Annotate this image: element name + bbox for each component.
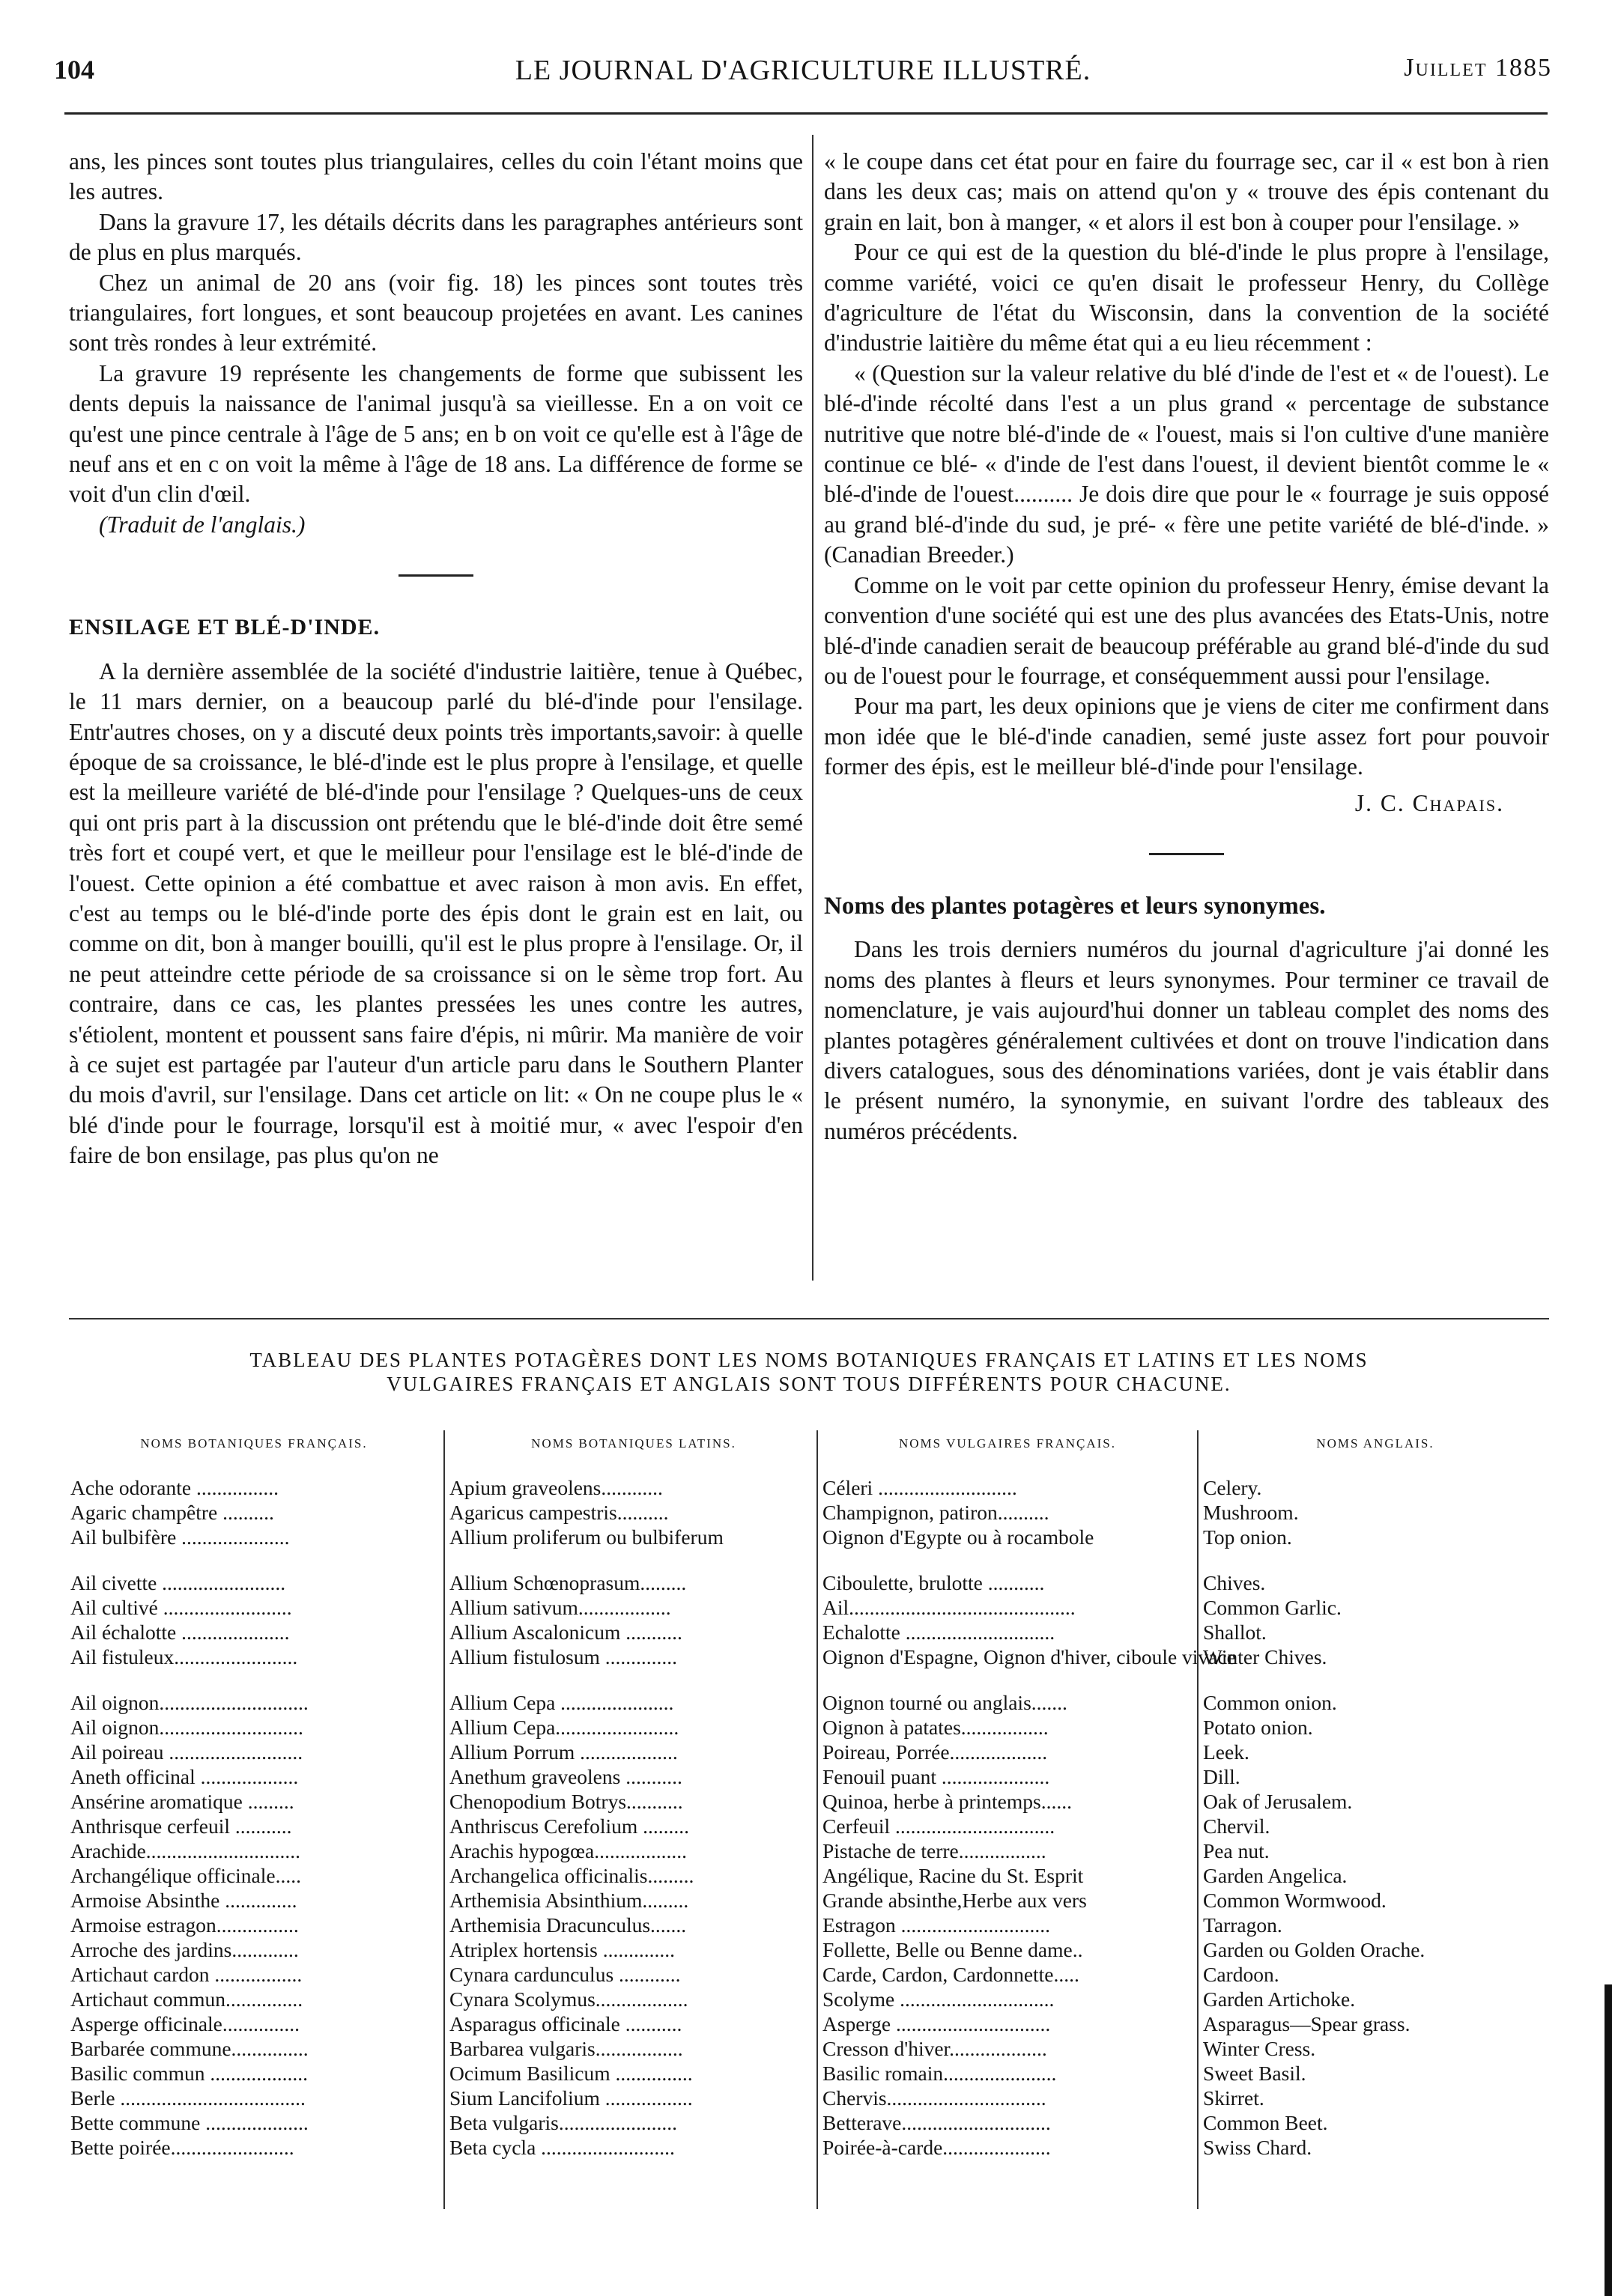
paragraph: « le coupe dans cet état pour en faire du fourrage sec, car il « est bon à rien dans les deux cas; mais on attend qu'on y « trouve des épis contenant du grain en lait, bon à manger, « et alors il est bon à couper pour l'ensilage. » — [824, 148, 1549, 235]
table-cell: Ail bulbifère ..................... — [70, 1525, 290, 1549]
table-title-line: VULGAIRES FRANÇAIS ET ANGLAIS SONT TOUS DIFFÉRENTS POUR CHACUNE. — [387, 1373, 1231, 1395]
table-cell: Allium Ascalonicum ........... — [449, 1621, 682, 1644]
author-signature: J. C. Chapais. — [1354, 789, 1504, 816]
table-column-divider — [1197, 1430, 1199, 2209]
header-rule — [64, 112, 1548, 115]
table-cell: Allium sativum.................. — [449, 1596, 671, 1619]
table-cell: Poirée-à-carde..................... — [822, 2136, 1051, 2159]
row-gap — [448, 1549, 819, 1570]
table-cell: Anthriscus Cerefolium ......... — [449, 1814, 690, 1838]
table-cell: Ail cultivé ......................... — [70, 1596, 292, 1619]
table-cell: Oignon tourné ou anglais....... — [822, 1691, 1067, 1714]
table-cell: Asperge officinale............... — [70, 2012, 300, 2035]
table-cell: Champignon, patiron.......... — [822, 1501, 1049, 1524]
page-header — [54, 54, 1552, 99]
table-cell: Asparagus—Spear grass. — [1203, 2012, 1410, 2035]
table-cell: Allium fistulosum .............. — [449, 1645, 678, 1668]
table-cell: Garden Artichoke. — [1203, 1987, 1356, 2011]
table-cell: Common Garlic. — [1203, 1596, 1342, 1619]
table-cell: Ciboulette, brulotte ........... — [822, 1571, 1045, 1594]
table-title — [75, 1348, 1543, 1396]
row-gap — [69, 1549, 439, 1570]
row-gap — [821, 1549, 1194, 1570]
table-cell: Cresson d'hiver................... — [822, 2037, 1047, 2060]
table-cell: Chenopodium Botrys........... — [449, 1790, 683, 1813]
table-cell: Common onion. — [1203, 1691, 1337, 1714]
table-cell: Ail oignon............................ — [70, 1716, 303, 1739]
table-cell: Common Wormwood. — [1203, 1889, 1387, 1912]
table-cell: Tarragon. — [1203, 1913, 1282, 1937]
paragraph: Pour ce qui est de la question du blé-d'inde le plus propre à l'ensilage, comme variété, voici ce qu'en disait le professeur Henry, du Collège d'agriculture de l'état du Wisconsin, dans la convention de la société d'industrie laitière du même état qui a eu lieu récemment : — [824, 239, 1549, 356]
paragraph: ans, les pinces sont toutes plus triangulaires, celles du coin l'étant moins que les autres. — [69, 148, 803, 205]
table-cell: Swiss Chard. — [1203, 2136, 1312, 2159]
table-cell: Winter Chives. — [1203, 1645, 1327, 1668]
table-cell: Angélique, Racine du St. Esprit — [822, 1864, 1084, 1887]
table-cell: Chervis............................... — [822, 2086, 1046, 2110]
paragraph: Dans les trois derniers numéros du journal d'agriculture j'ai donné les noms des plantes à fleurs et leurs synonymes. Pour terminer ce travail de nomenclature, je vais aujourd'hui donner un tableau complet des noms des plantes potagères généralement cultivées et dont on trouve l'indication dans divers catalogues, sous des dénominations variées, dont je vais établir dans le présent numéro, la synonymie, en suivant l'ordre des tableaux des numéros précédents. — [824, 936, 1549, 1144]
table-cell: Potato onion. — [1203, 1716, 1313, 1739]
section-separator — [1149, 853, 1224, 855]
table-cell: Artichaut cardon ................. — [70, 1963, 303, 1986]
table-cell: Garden ou Golden Orache. — [1203, 1938, 1425, 1961]
table-cell: Leek. — [1203, 1740, 1249, 1764]
table-cell: Grande absinthe,Herbe aux vers — [822, 1889, 1087, 1912]
issue-date: Juillet 1885 — [1404, 54, 1552, 82]
table-cell: Dill. — [1203, 1765, 1240, 1788]
table-cell: Top onion. — [1203, 1525, 1292, 1549]
table-cell: Pea nut. — [1203, 1839, 1270, 1862]
table-cell: Allium Porrum ................... — [449, 1740, 678, 1764]
paragraph: Comme on le voit par cette opinion du professeur Henry, émise devant la convention d'une société qui est une des plus avancées des Etats-Unis, notre blé-d'inde canadien serait de beaucoup préférable au grand blé-d'inde du sud ou de l'ouest pour le fourrage, et conséquemment aussi pour l'ensilage. — [824, 571, 1549, 689]
table-cell: Basilic romain...................... — [822, 2062, 1057, 2085]
table-cell: Armoise estragon................ — [70, 1913, 299, 1937]
table-cell: Agaricus campestris.......... — [449, 1501, 669, 1524]
table-cell: Poireau, Porrée................... — [822, 1740, 1048, 1764]
table-cell: Scolyme .............................. — [822, 1987, 1055, 2011]
table-cell: Agaric champêtre .......... — [70, 1501, 274, 1524]
table-cell: Echalotte ............................. — [822, 1621, 1055, 1644]
table-cell: Follette, Belle ou Benne dame.. — [822, 1938, 1083, 1961]
section-separator — [399, 574, 473, 577]
column-header: NOMS ANGLAIS. — [1316, 1436, 1434, 1451]
table-cell: Arroche des jardins............. — [70, 1938, 299, 1961]
table-column-divider — [816, 1430, 818, 2209]
table-cell: Céleri ........................... — [822, 1476, 1017, 1499]
column-header: NOMS BOTANIQUES LATINS. — [531, 1436, 736, 1451]
table-cell: Bette poirée........................ — [70, 2136, 294, 2159]
table-cell: Celery. — [1203, 1476, 1262, 1499]
table-title-line: TABLEAU DES PLANTES POTAGÈRES DONT LES NOMS BOTANIQUES FRANÇAIS ET LATINS ET LES NOMS — [249, 1349, 1369, 1371]
table-cell: Shallot. — [1203, 1621, 1267, 1644]
paragraph: Dans la gravure 17, les détails décrits dans les paragraphes antérieurs sont de plus en plus marqués. — [69, 208, 803, 266]
table-cell: Estragon ............................. — [822, 1913, 1051, 1937]
section-title: Noms des plantes potagères et leurs synonymes. — [824, 892, 1326, 920]
table-column — [69, 1430, 439, 2209]
table-cell: Ache odorante ................ — [70, 1476, 279, 1499]
table-cell: Garden Angelica. — [1203, 1864, 1348, 1887]
table-cell: Betterave............................. — [822, 2111, 1051, 2134]
row-gap — [69, 1669, 439, 1690]
table-cell: Sweet Basil. — [1203, 2062, 1306, 2085]
table-top-rule — [69, 1318, 1549, 1319]
table-cell: Oignon d'Egypte ou à rocambole — [822, 1525, 1094, 1549]
page-edge-shadow — [1605, 1984, 1612, 2296]
table-cell: Ansérine aromatique ......... — [70, 1790, 294, 1813]
table-cell: Winter Cress. — [1203, 2037, 1316, 2060]
table-cell: Ail civette ........................ — [70, 1571, 286, 1594]
table-cell: Chervil. — [1203, 1814, 1270, 1838]
table-cell: Skirret. — [1203, 2086, 1264, 2110]
table-cell: Apium graveolens............ — [449, 1476, 663, 1499]
table-cell: Bette commune .................... — [70, 2111, 309, 2134]
table-column-divider — [443, 1430, 445, 2209]
column-header: NOMS VULGAIRES FRANÇAIS. — [899, 1436, 1116, 1451]
table-cell: Ail fistuleux........................ — [70, 1645, 298, 1668]
table-cell: Quinoa, herbe à printemps...... — [822, 1790, 1072, 1813]
page-number: 104 — [54, 55, 94, 85]
table-cell: Atriplex hortensis .............. — [449, 1938, 675, 1961]
table-cell: Ail oignon............................. — [70, 1691, 309, 1714]
table-cell: Arachis hypogœa.................. — [449, 1839, 687, 1862]
plant-names-table — [69, 1430, 1549, 2209]
table-cell: Oignon à patates................. — [822, 1716, 1049, 1739]
paragraph: A la dernière assemblée de la société d'industrie laitière, tenue à Québec, le 11 mars dernier, on a beaucoup parlé du blé-d'inde pour l'ensilage. Entr'autres choses, on y a discuté deux points très importants,savoir: à quelle époque de sa croissance, le blé-d'inde est le plus propre à l'ensilage, et quelle est la meilleure variété de blé-d'inde pour l'ensilage ? Quelques-uns de ceux qui ont pris part à la discussion ont prétendu que le blé-d'inde doit être semé très fort et coupé vert, et que le meilleur pour l'ensilage est le blé-d'inde de l'ouest. Cette opinion a été combattue et avec raison à mon avis. En effet, c'est au temps ou le blé-d'inde porte des épis dont le grain est en lait, ou comme on dit, bon à manger bouilli, qu'il est le plus propre à l'ensilage. Or, il ne peut atteindre cette période de sa croissance si on le sème trop fort. Au contraire, dans ce cas, les plantes pressées les unes contre les autres, s'étiolent, montent et poussent sans faire d'épis, ni mûrir. Ma manière de voir à ce sujet est partagée par l'auteur d'un article paru dans le Southern Planter du mois d'avril, sur l'ensilage. Dans cet article on lit: « On ne coupe plus le « blé d'inde pour le fourrage, lorsqu'il est à moitié mur, « avec l'espoir d'en faire de bon ensilage, pas plus qu'on ne — [69, 657, 803, 1169]
paragraph: La gravure 19 représente les changements de forme que subissent les dents depuis la naissance de l'animal jusqu'à sa vieillesse. En a on voit ce qu'est une pince centrale à l'âge de 5 ans; en b on voit ce qu'elle est à l'âge de neuf ans et en c on voit la même à l'âge de 18 ans. La différence de forme se voit d'un clin d'œil. — [69, 359, 803, 508]
row-gap — [821, 1669, 1194, 1690]
column-header: NOMS BOTANIQUES FRANÇAIS. — [140, 1436, 368, 1451]
table-cell: Beta cycla .......................... — [449, 2136, 675, 2159]
table-cell: Arthemisia Dracunculus....... — [449, 1913, 687, 1937]
table-cell: Carde, Cardon, Cardonnette..... — [822, 1963, 1079, 1986]
column-divider — [812, 135, 813, 1281]
table-cell: Oignon d'Espagne, Oignon d'hiver, ciboule vivace — [822, 1645, 1236, 1668]
row-gap — [1202, 1549, 1549, 1570]
table-cell: Barbarée commune............... — [70, 2037, 309, 2060]
table-cell: Cardoon. — [1203, 1963, 1279, 1986]
table-cell: Beta vulgaris....................... — [449, 2111, 677, 2134]
table-cell: Ail............................................ — [822, 1596, 1076, 1619]
table-cell: Anthrisque cerfeuil ........... — [70, 1814, 292, 1838]
table-cell: Asperge .............................. — [822, 2012, 1051, 2035]
left-column — [69, 147, 803, 1171]
table-cell: Cynara cardunculus ............ — [449, 1963, 681, 1986]
table-cell: Ail poireau .......................... — [70, 1740, 303, 1764]
right-column — [824, 147, 1549, 1147]
table-cell: Barbarea vulgaris................. — [449, 2037, 683, 2060]
section-title: ENSILAGE ET BLÉ-D'INDE. — [69, 615, 381, 640]
table-cell: Ail échalotte ..................... — [70, 1621, 290, 1644]
table-cell: Allium proliferum ou bulbiferum — [449, 1525, 724, 1549]
table-cell: Berle .................................... — [70, 2086, 306, 2110]
table-cell: Allium Cepa........................ — [449, 1716, 679, 1739]
table-cell: Archangelica officinalis......... — [449, 1864, 694, 1887]
table-cell: Armoise Absinthe .............. — [70, 1889, 297, 1912]
table-cell: Ocimum Basilicum ............... — [449, 2062, 693, 2085]
table-cell: Cynara Scolymus.................. — [449, 1987, 688, 2011]
row-gap — [1202, 1669, 1549, 1690]
table-cell: Basilic commun ................... — [70, 2062, 308, 2085]
translation-note: (Traduit de l'anglais.) — [99, 511, 306, 538]
table-cell: Allium Schœnoprasum......... — [449, 1571, 687, 1594]
table-cell: Aneth officinal ................... — [70, 1765, 299, 1788]
table-cell: Cerfeuil ............................... — [822, 1814, 1055, 1838]
table-cell: Arachide.............................. — [70, 1839, 301, 1862]
table-cell: Archangélique officinale..... — [70, 1864, 301, 1887]
table-cell: Asparagus officinale ........... — [449, 2012, 682, 2035]
table-cell: Fenouil puant ..................... — [822, 1765, 1050, 1788]
table-column — [1202, 1430, 1549, 2209]
table-cell: Chives. — [1203, 1571, 1266, 1594]
table-cell: Artichaut commun............... — [70, 1987, 303, 2011]
paragraph: Chez un animal de 20 ans (voir fig. 18) les pinces sont toutes très triangulaires, fort longues, et sont beaucoup projetées en avant. Les canines sont très rondes à leur extrémité. — [69, 269, 803, 356]
paragraph: « (Question sur la valeur relative du blé d'inde de l'est et « de l'ouest). Le blé-d'inde récolté dans l'est a un plus grand « percentage de substance nutritive que notre blé-d'inde de « l'ouest, mais si l'on cultive d'une manière continue ce blé- « d'inde de l'est dans l'ouest, il devient bientôt comme le « blé-d'inde de l'ouest.......... Je dois dire que pour le « fourrage je suis opposé au grand blé-d'inde du sud, je pré- « fère une petite variété de blé-d'inde. » (Canadian Breeder.) — [824, 359, 1549, 568]
table-cell: Oak of Jerusalem. — [1203, 1790, 1353, 1813]
table-column — [448, 1430, 819, 2209]
row-gap — [448, 1669, 819, 1690]
table-cell: Anethum graveolens ........... — [449, 1765, 682, 1788]
table-cell: Sium Lancifolium ................. — [449, 2086, 693, 2110]
table-cell: Arthemisia Absinthium......... — [449, 1889, 689, 1912]
table-cell: Allium Cepa ...................... — [449, 1691, 674, 1714]
paragraph: Pour ma part, les deux opinions que je viens de citer me confirment dans mon idée que le blé-d'inde canadien, semé juste assez fort pour pouvoir former des épis, est le meilleur blé-d'inde pour l'ensilage. — [824, 693, 1549, 780]
journal-title: LE JOURNAL D'AGRICULTURE ILLUSTRÉ. — [515, 55, 1091, 86]
table-cell: Mushroom. — [1203, 1501, 1299, 1524]
table-cell: Pistache de terre................. — [822, 1839, 1046, 1862]
table-cell: Common Beet. — [1203, 2111, 1328, 2134]
